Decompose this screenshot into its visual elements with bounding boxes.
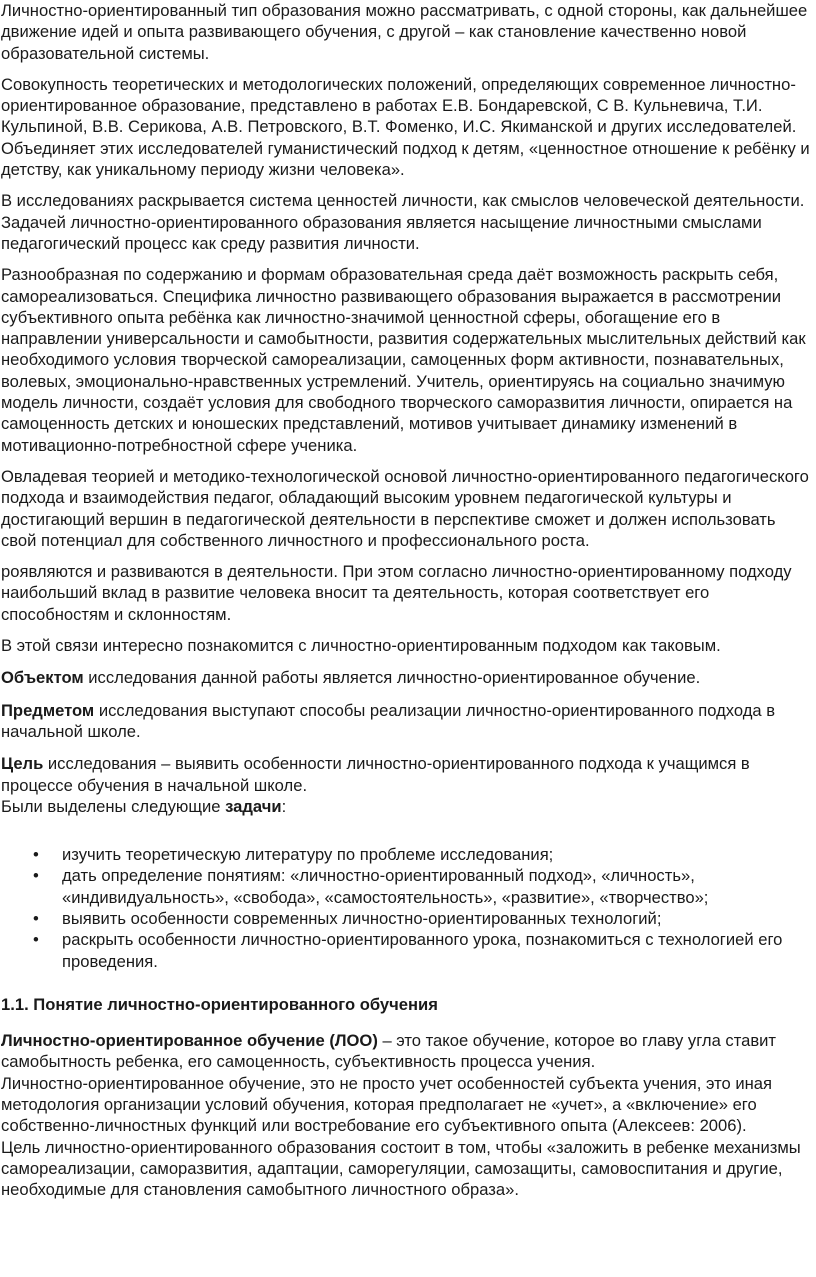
research-object-label: Объектом (1, 668, 84, 688)
research-subject-label: Предметом (1, 700, 95, 720)
bullet-icon: • (33, 908, 39, 928)
section-definition (1, 1030, 812, 1073)
section-line-3: Цель личностно-ориентированного образования состоит в том, чтобы «заложить в ребенке механизмы самореализации, саморазвития, адаптации, саморегуляции, самозащиты, самовоспитания и другие, необходимые для становления самобытного личностного образа». (1, 1137, 801, 1200)
research-object (1, 667, 812, 688)
definition-label: Личностно-ориентированное обучение (ЛОО) (1, 1031, 378, 1051)
list-item (1, 929, 812, 972)
tasks-intro-label: задачи (225, 796, 282, 816)
paragraph-3: В исследованиях раскрывается система ценностей личности, как смыслов человеческой деятельности. Задачей личностно-ориентированного образования является насыщение личностными смыслами педагогический процесс как среду развития личности. (1, 191, 805, 253)
bullet-icon: • (33, 845, 39, 865)
task-text: выявить особенности современных личностно-ориентированных технологий; (62, 908, 662, 928)
research-subject (1, 700, 812, 743)
paragraph-4: Разнообразная по содержанию и формам образовательная среда даёт возможность раскрыть себя, самореализоваться. Специфика личностно развивающего образования выражается в рассмотрении субъективного опыта ребёнка как личностно-значимой ценностной сферы, обогащение его в направлении универсальности и самобытности, развития содержательных мыслительных действий как необходимого условия творческой самореализации, самоценных форм активности, познавательных, волевых, эмоционально-нравственных устремлений. Учитель, ориентируясь на социально значимую модель личности, создаёт условия для свободного творческого саморазвития личности, опирается на самоценность детских и юношеских представлений, мотивов учитывает динамику изменений в мотивационно-потребностной сфере ученика. (1, 265, 806, 455)
tasks-intro (1, 796, 812, 817)
paragraph-6: роявляются и развиваются в деятельности. При этом согласно личностно-ориентированному подходу наибольший вклад в развитие человека вносит та деятельность, которая соответствует его способностям и склонностям. (1, 562, 792, 624)
paragraph-2: Совокупность теоретических и методологических положений, определяющих современное личностно-ориентированное образование, представлено в работах Е.В. Бондаревской, С В. Кульневича, Т.И. Кульпиной, В.В. Серикова, А.В. Петровского, В.Т. Фоменко, И.С. Якиманской и других исследователей. Объединяет этих исследователей гуманистический подход к детям, «ценностное отношение к ребёнку и детству, как уникальному периоду жизни человека». (1, 74, 810, 180)
list-item (1, 844, 812, 865)
task-text: дать определение понятиям: «личностно-ориентированный подход», «личность», «индивидуальность», «свобода», «самостоятельность», «развитие», «творчество»; (62, 866, 709, 907)
paragraph-7: В этой связи интересно познакомится с личностно-ориентированным подходом как таковым. (1, 636, 721, 656)
research-subject-text: исследования выступают способы реализации личностно-ориентированного подхода в начальной школе. (1, 700, 776, 741)
list-item (1, 865, 812, 908)
paragraph-1: Личностно-ориентированный тип образования можно рассматривать, с одной стороны, как дальнейшее движение идей и опыта развивающего обучения, с другой – как становление качественно новой образовательной системы. (1, 1, 808, 63)
list-item (1, 908, 812, 929)
task-text: изучить теоретическую литературу по проблеме исследования; (62, 845, 554, 865)
bullet-icon: • (33, 866, 39, 886)
tasks-list (1, 844, 812, 972)
research-goal-text: исследования – выявить особенности личностно-ориентированного подхода к учащимся в процессе обучения в начальной школе. (1, 754, 750, 795)
research-goal (1, 753, 812, 796)
bullet-icon: • (33, 930, 39, 950)
tasks-intro-text: Были выделены следующие (1, 796, 226, 816)
definition-text: – это такое обучение, которое во главу угла ставит самобытность ребенка, его самоценность, субъективность процесса учения. (1, 1031, 777, 1072)
tasks-intro-suffix: : (281, 796, 287, 816)
section-line-2: Личностно-ориентированное обучение, это не просто учет особенностей субъекта учения, это иная методология организации условий обучения, которая предполагает не «учет», а «включение» его собственно-личностных функций или востребование его субъективного опыта (Алексеев: 2006). (1, 1073, 773, 1136)
paragraph-5: Овладевая теорией и методико-технологической основой личностно-ориентированного педагогического подхода и взаимодействия педагог, обладающий высоким уровнем педагогической культуры и достигающий вершин в педагогической деятельности в перспективе сможет и должен использовать свой потенциал для собственного личностного и профессионального роста. (1, 466, 809, 550)
section-heading: 1.1. Понятие личностно-ориентированного обучения (1, 994, 438, 1014)
research-object-text: исследования данной работы является личностно-ориентированное обучение. (83, 668, 701, 688)
task-text: раскрыть особенности личностно-ориентированного урока, познакомиться с технологией его проведения. (62, 930, 783, 971)
research-goal-label: Цель (1, 754, 44, 774)
